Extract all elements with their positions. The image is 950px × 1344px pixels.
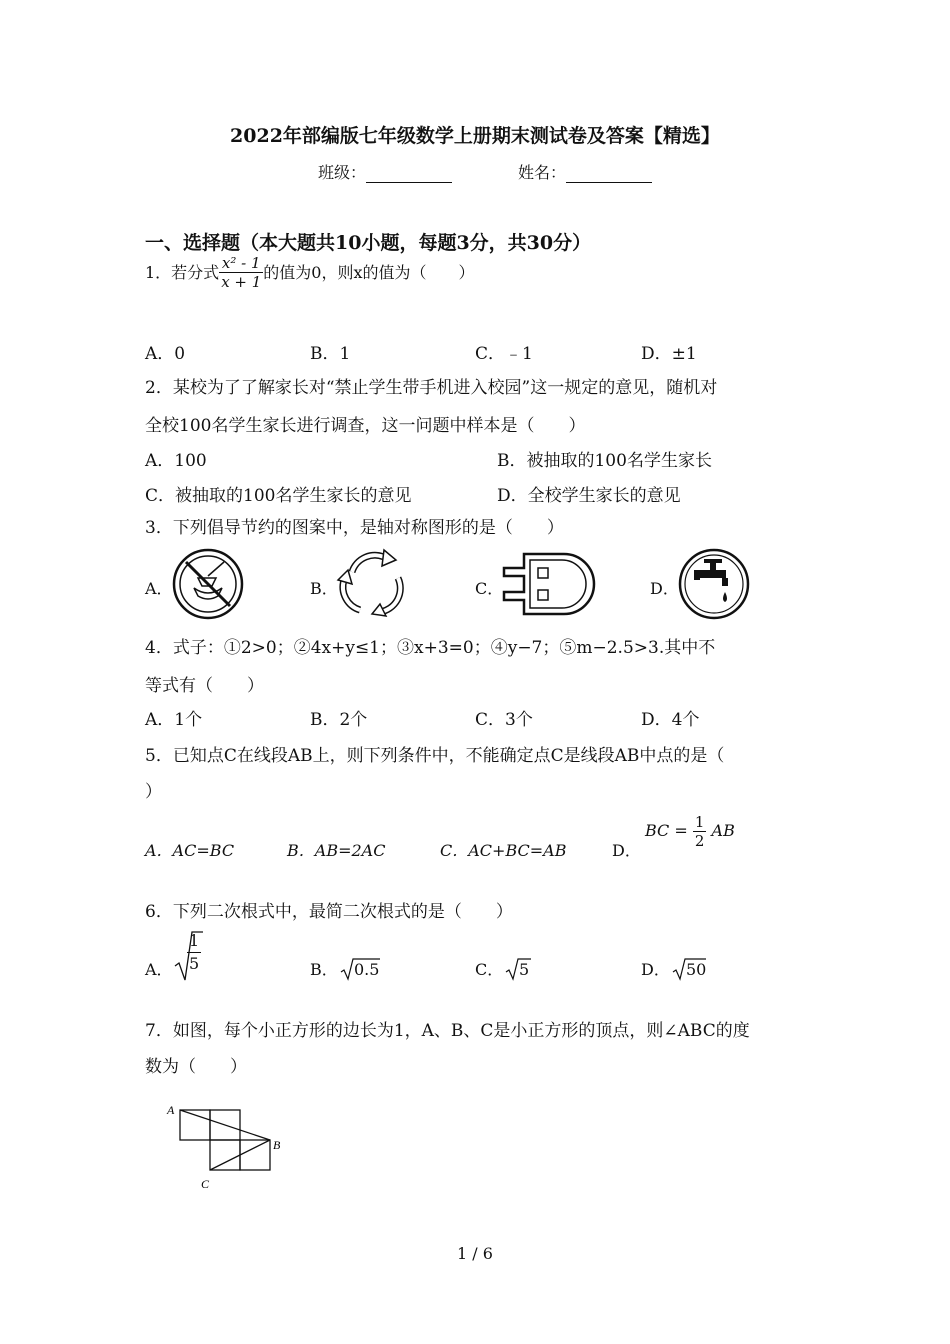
q5-d-fraction (693, 813, 707, 850)
q5-option-a: A．AC=BC (145, 841, 235, 860)
q3-figure-b (334, 546, 410, 622)
q5-option-b: B．AB=2AC (287, 841, 386, 860)
q2-line-2: 全校100名学生家长进行调查，这一问题中样本是（ ） (145, 416, 586, 436)
q1-option-b: B．1 (310, 344, 351, 364)
q2-option-a: A．100 (145, 451, 207, 471)
q6-option-b: B． (310, 960, 338, 979)
q2-option-d: D．全校学生家长的意见 (497, 486, 681, 506)
q5-d-num: 1 (694, 813, 705, 831)
q1-frac-den: x + 1 (221, 273, 262, 291)
q6-a-den: 5 (189, 954, 200, 973)
q7-line-1: 7．如图，每个小正方形的边长为1，A、B、C是小正方形的顶点，则∠ABC的度 (145, 1021, 750, 1041)
class-label: 班级： (318, 163, 367, 182)
q6-b-radicand: 0.5 (354, 960, 380, 979)
q2-option-b: B．被抽取的100名学生家长 (497, 451, 712, 471)
q6-line-1: 6．下列二次根式中，最简二次根式的是（ ） (145, 902, 513, 922)
q6-option-d: D． (641, 960, 670, 979)
q4-line-2: 等式有（ ） (145, 676, 264, 696)
q6-a-num: 1 (187, 930, 201, 953)
q1-fraction (219, 254, 263, 291)
q5-option-c: C．AC+BC=AB (440, 841, 567, 860)
q7-label-c: C (201, 1177, 210, 1191)
q3-line-1: 3．下列倡导节约的图案中，是轴对称图形的是（ ） (145, 518, 564, 538)
q1-option-c: C．﹣1 (475, 344, 533, 364)
q5-line-1: 5．已知点C在线段AB上，则下列条件中，不能确定点C是线段AB中点的是（ (145, 746, 725, 766)
q6-option-a: A． (145, 960, 173, 979)
name-label: 姓名： (518, 163, 567, 182)
q1-prefix: 1．若分式 (145, 263, 220, 282)
q3-option-b: B． (310, 579, 338, 598)
q3-option-a: A． (145, 579, 173, 598)
class-blank (366, 166, 452, 183)
question-1 (145, 256, 475, 291)
q4-option-b: B．2个 (310, 710, 368, 730)
q3-option-d: D． (650, 579, 679, 598)
q2-option-c: C．被抽取的100名学生家长的意见 (145, 486, 412, 506)
q5-d-left: BC = (645, 821, 688, 840)
q5-option-d-formula (645, 813, 735, 850)
section-heading: 一、选择题（本大题共10小题，每题3分，共30分） (145, 232, 592, 254)
q6-d-radicand: 50 (686, 960, 707, 979)
q5-line-2: ） (145, 782, 162, 802)
q1-suffix: 的值为0，则x的值为（ ） (263, 263, 475, 282)
q3-figure-c (498, 550, 598, 620)
q4-option-c: C．3个 (475, 710, 533, 730)
q7-label-b: B (273, 1138, 281, 1152)
q3-option-c: C． (475, 579, 504, 598)
q1-option-d: D．±1 (641, 344, 697, 364)
q6-option-c: C． (475, 960, 504, 979)
name-blank (566, 166, 652, 183)
page-title: 2022年部编版七年级数学上册期末测试卷及答案【精选】 (230, 125, 720, 147)
q4-option-d: D．4个 (641, 710, 700, 730)
q5-d-den: 2 (694, 832, 705, 850)
q7-line-2: 数为（ ） (145, 1057, 247, 1077)
q6-a-fraction (187, 930, 201, 975)
q5-option-d: D． (612, 841, 641, 860)
class-field (318, 160, 452, 183)
page-number: 1 / 6 (457, 1244, 493, 1263)
q1-frac-num: x² - 1 (219, 254, 263, 273)
q3-figure-d (678, 548, 750, 620)
q4-line-1: 4．式子：①2>0；②4x+y≤1；③x+3=0；④y−7；⑤m−2.5>3.其中不 (145, 638, 716, 658)
q5-d-right: AB (711, 821, 735, 840)
q7-figure (165, 1100, 305, 1190)
q4-option-a: A．1个 (145, 710, 203, 730)
name-field (518, 160, 652, 183)
q6-c-radicand: 5 (519, 960, 530, 979)
q1-option-a: A．0 (145, 344, 186, 364)
q2-line-1: 2．某校为了了解家长对“禁止学生带手机进入校园”这一规定的意见，随机对 (145, 378, 718, 398)
q7-label-a: A (167, 1103, 175, 1117)
q3-figure-a (172, 548, 244, 620)
